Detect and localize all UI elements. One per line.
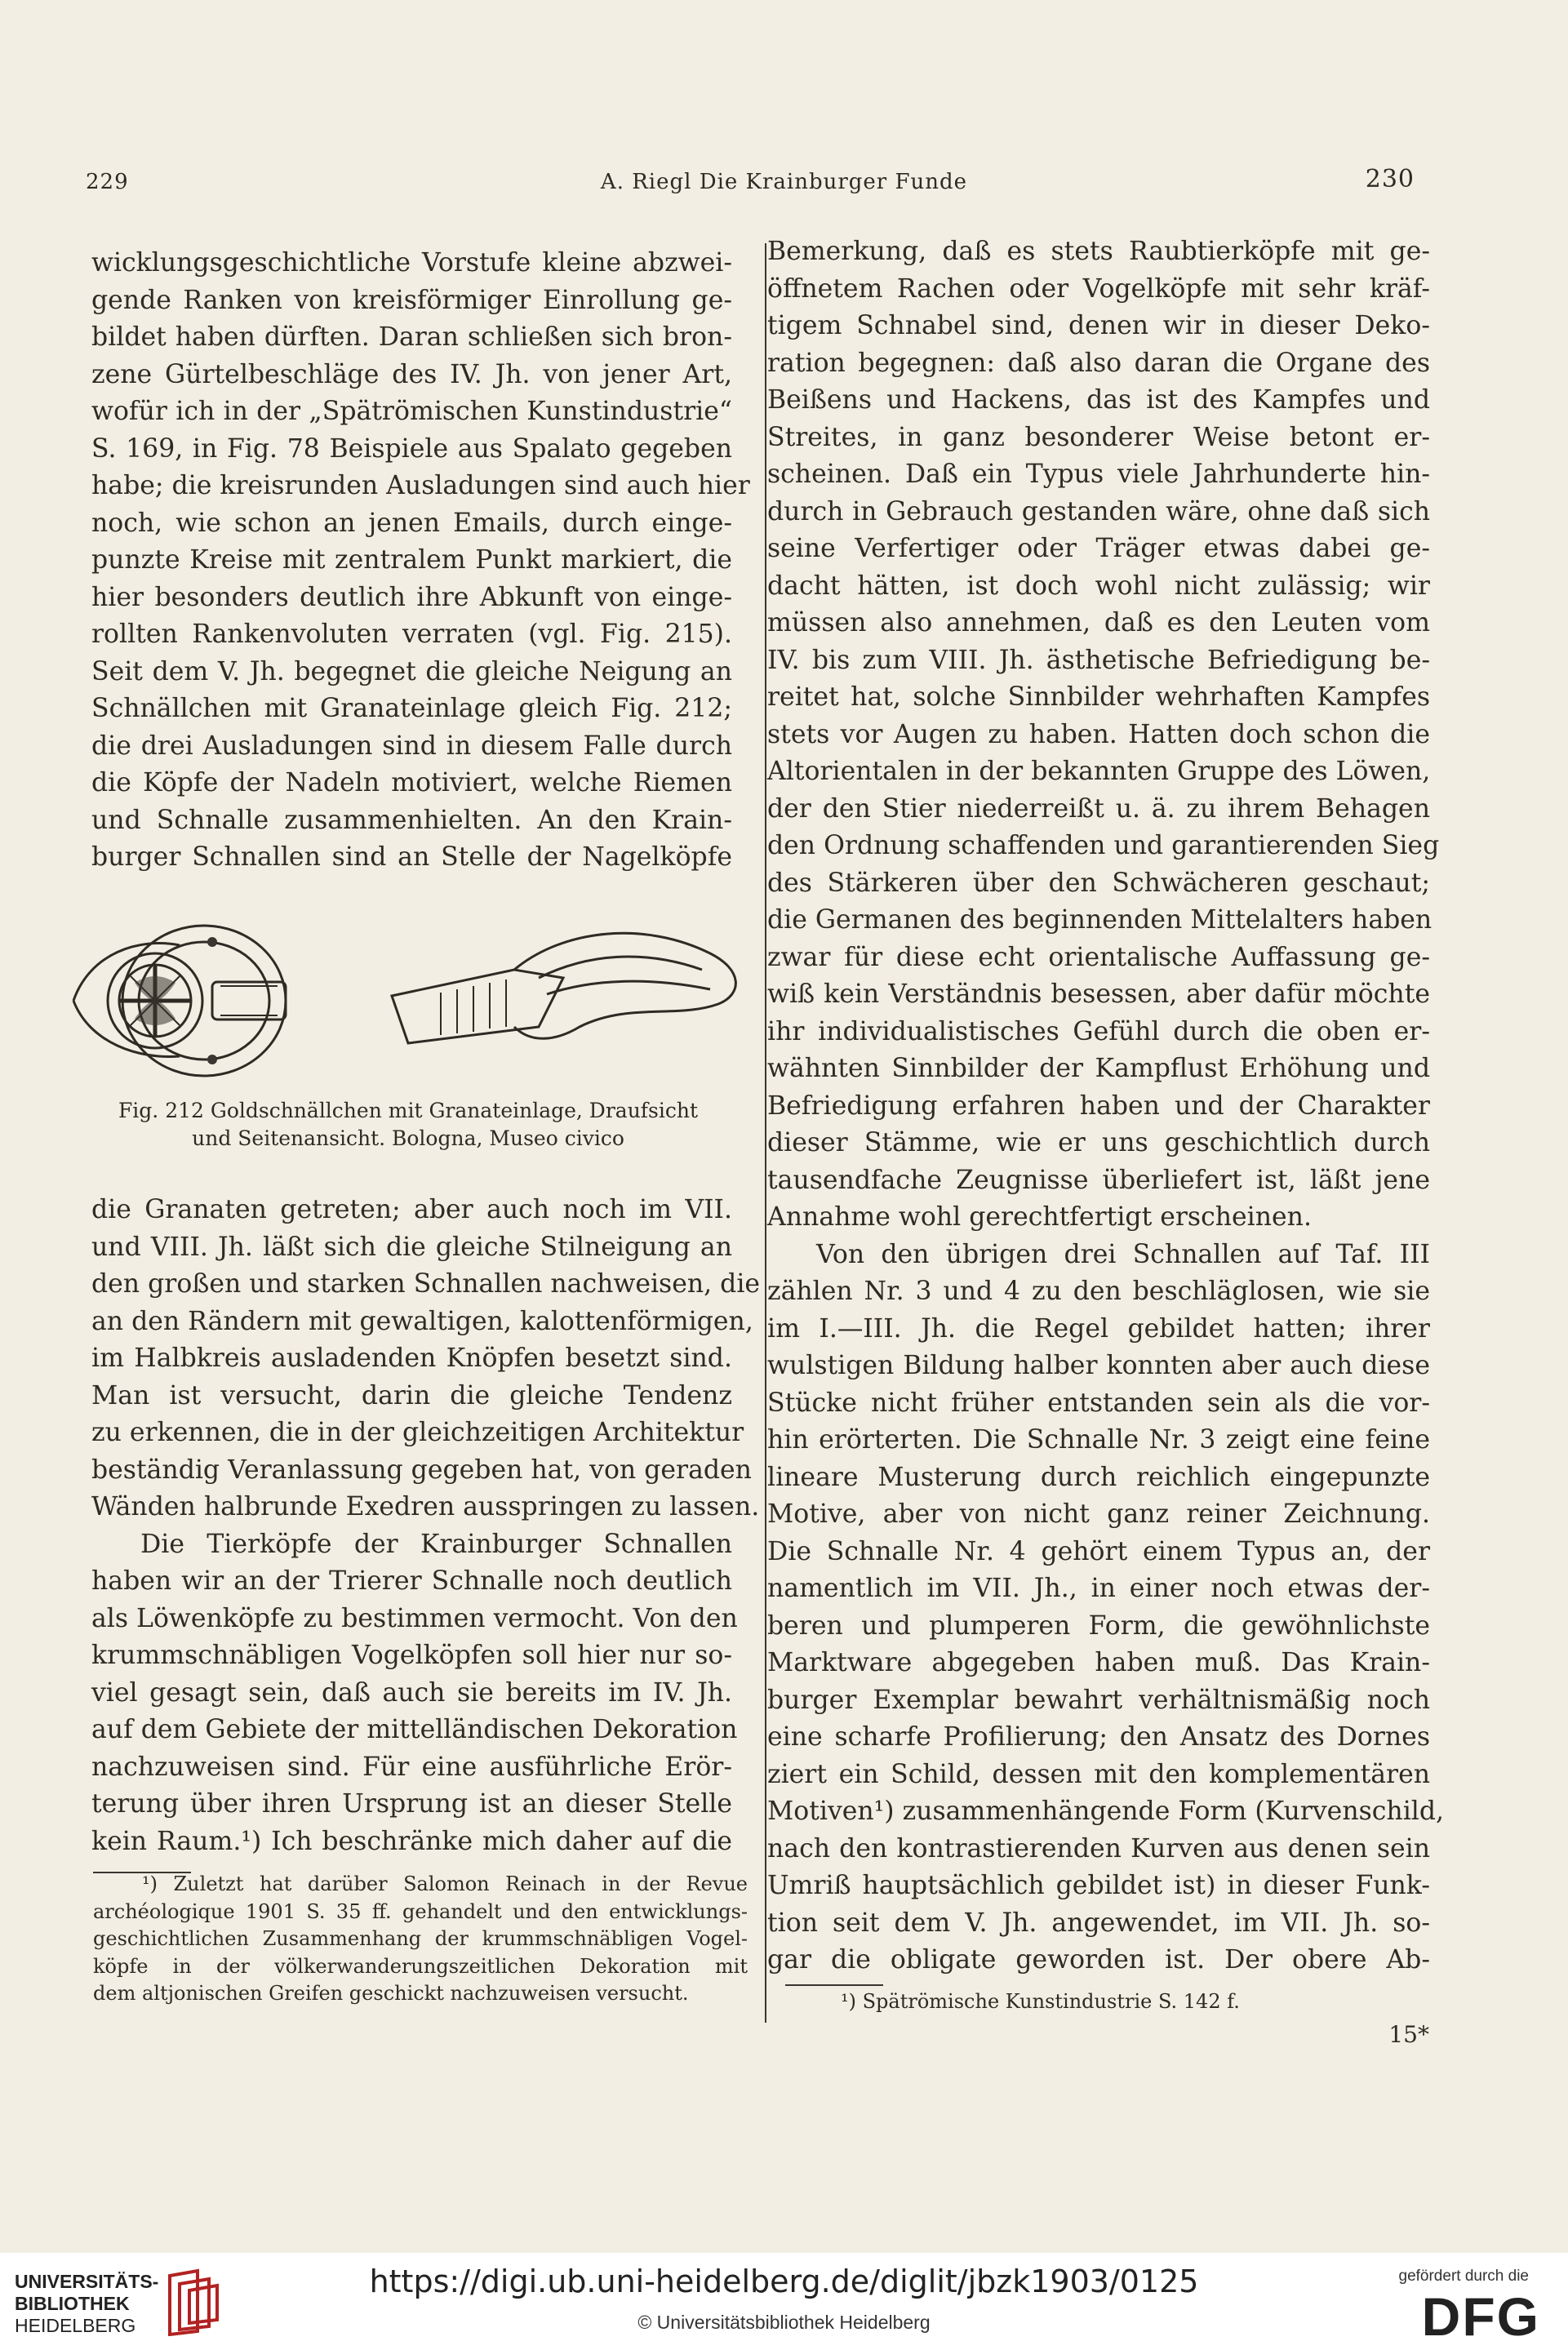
text-line: tausendfache Zeugnisse überliefert ist, läßt jene [767, 1165, 1430, 1195]
text-line: ration begegnen: daß also daran die Organe des [767, 348, 1430, 378]
text-line: hin erörterten. Die Schnalle Nr. 3 zeigt eine feine [767, 1425, 1430, 1455]
text-line: wähnten Sinnbilder der Kampflust Erhöhung und [767, 1054, 1430, 1083]
left-column-text-bottom [91, 1192, 761, 1860]
text-line: müssen also annehmen, daß es den Leuten vom [767, 608, 1430, 637]
text-line: an den Rändern mit gewaltigen, kalottenförmigen, [91, 1306, 753, 1336]
text-line: Von den übrigen drei Schnallen auf Taf. III [816, 1239, 1430, 1269]
text-line: zene Gürtelbeschläge des IV. Jh. von jener Art, [91, 359, 732, 389]
text-line: die Köpfe der Nadeln motiviert, welche Riemen [91, 768, 732, 797]
right-column-text [767, 233, 1445, 1979]
text-line: wiß kein Verständnis besessen, aber dafür möchte [767, 980, 1430, 1009]
text-line: der den Stier niederreißt u. ä. zu ihrem Behagen [767, 793, 1430, 824]
page-number-left: 229 [86, 170, 129, 194]
text-line: den Ordnung schaffenden und garantierenden Sieg [767, 831, 1440, 860]
text-line: nachzuweisen sind. Für eine ausführliche Erör- [91, 1752, 732, 1782]
text-line: punzte Kreise mit zentralem Punkt markiert, die [91, 545, 732, 575]
figure-212 [57, 904, 751, 1092]
running-title: A. Riegl Die Krainburger Funde [600, 170, 968, 194]
text-line: ¹) Zuletzt hat darüber Salomon Reinach in der Revue [142, 1872, 748, 1895]
text-line: Annahme wohl gerechtfertigt erscheinen. [767, 1202, 1312, 1232]
text-line: im Halbkreis ausladenden Knöpfen besetzt sind. [91, 1344, 732, 1373]
text-line: nach den kontrastierenden Kurven aus denen sein [767, 1833, 1430, 1864]
text-line: Umriß hauptsächlich gebildet ist) in dieser Funk- [767, 1871, 1430, 1900]
text-line: und Schnalle zusammenhielten. An den Krain- [91, 805, 732, 835]
text-line: beständig Veranlassung gegeben hat, von geraden [91, 1455, 752, 1485]
text-line: archéologique 1901 S. 35 ff. gehandelt und den entwicklungs- [93, 1899, 748, 1923]
text-line: wofür ich in der „Spätrömischen Kunstindustrie“ [91, 397, 732, 426]
text-line: ihr individualistisches Gefühl durch die oben er- [767, 1016, 1430, 1046]
text-line: Bemerkung, daß es stets Raubtierköpfe mit ge- [767, 237, 1430, 266]
text-line: kein Raum.¹) Ich beschränke mich daher auf die [91, 1826, 732, 1856]
text-line: Schnällchen mit Granateinlage gleich Fig. 212; [91, 694, 732, 723]
text-line: als Löwenköpfe zu bestimmen vermocht. Von den [91, 1603, 738, 1633]
text-line: seine Verfertiger oder Träger etwas dabei ge- [767, 534, 1430, 563]
text-line: viel gesagt sein, daß auch sie bereits im IV. Jh. [91, 1677, 732, 1708]
text-line: Stücke nicht früher entstanden sein als die vor- [767, 1388, 1430, 1418]
text-line: dem altjonischen Greifen geschickt nachzuweisen versucht. [93, 1982, 689, 2005]
left-footnote [93, 1871, 748, 2008]
funded-by-text: gefördert durch die [1398, 2268, 1529, 2285]
library-line-3: HEIDELBERG [15, 2315, 136, 2336]
text-line: zählen Nr. 3 und 4 zu den beschläglosen, wie sie [767, 1277, 1430, 1306]
text-line: noch, wie schon an jenen Emails, durch einge- [91, 508, 732, 538]
text-line: und VIII. Jh. läßt sich die gleiche Stilneigung an [91, 1232, 732, 1262]
text-line: terung über ihren Ursprung ist an dieser Stelle [91, 1789, 732, 1819]
text-line: öffnetem Rachen oder Vogelköpfe mit sehr kräf- [767, 273, 1430, 304]
text-line: Altorientalen in der bekannten Gruppe des Löwen, [767, 757, 1431, 786]
text-line: geschichtlichen Zusammenhang der krummschnäbligen Vogel- [93, 1927, 748, 1950]
text-line: ziert ein Schild, dessen mit den komplementären [767, 1759, 1430, 1789]
text-line: des Stärkeren über den Schwächeren geschaut; [767, 868, 1430, 898]
text-line: dieser Stämme, wie er uns geschichtlich durch [767, 1128, 1430, 1157]
text-line: die Germanen des beginnenden Mittelalters haben [767, 905, 1433, 935]
text-line: hier besonders deutlich ihre Abkunft von einge- [91, 582, 732, 612]
text-line: die drei Ausladungen sind in diesem Falle durch [91, 731, 732, 761]
text-line: S. 169, in Fig. 78 Beispiele aus Spalato gegeben [91, 433, 732, 464]
document-url-link[interactable]: https://digi.ub.uni-heidelberg.de/diglit/jbzk1903/0125 [369, 2263, 1199, 2299]
text-line: den großen und starken Schnallen nachweisen, die [91, 1269, 761, 1299]
page-number-right: 230 [1365, 165, 1415, 193]
text-line: Streites, in ganz besonderer Weise betont er- [767, 422, 1430, 452]
text-line: burger Schnallen sind an Stelle der Nagelköpfe [91, 842, 732, 872]
text-line: zwar für diese echt orientalische Auffassung ge- [767, 942, 1430, 972]
text-line: wulstigen Bildung halber konnten aber auch diese [767, 1351, 1430, 1380]
text-line: habe; die kreisrunden Ausladungen sind auch hier [91, 471, 750, 500]
text-line: Die Schnalle Nr. 4 gehört einem Typus an, der [767, 1536, 1430, 1566]
text-line: auf dem Gebiete der mittelländischen Dekoration [91, 1715, 738, 1744]
text-line: Man ist versucht, darin die gleiche Tendenz [91, 1380, 732, 1410]
text-line: rollten Rankenvoluten verraten (vgl. Fig. 215). [91, 620, 732, 649]
text-line: Befriedigung erfahren haben und der Charakter [767, 1091, 1430, 1121]
text-line: burger Exemplar bewahrt verhältnismäßig noch [767, 1685, 1430, 1715]
copyright-text: © Universitätsbibliothek Heidelberg [637, 2312, 931, 2333]
text-line: tigem Schnabel sind, denen wir in dieser Deko- [767, 311, 1430, 340]
right-footnote: ¹) Spätrömische Kunstindustrie S. 142 f. [841, 1990, 1240, 2013]
text-line: reitet hat, solche Sinnbilder wehrhaften Kampfes [767, 682, 1430, 712]
text-line: gende Ranken von kreisförmiger Einrollung ge- [91, 285, 732, 315]
text-line: Beißens und Hackens, das ist des Kampfes und [767, 385, 1430, 415]
caption-line-1: Fig. 212 Goldschnällchen mit Granateinlage, Draufsicht [118, 1099, 699, 1122]
text-line: dacht hätten, ist doch wohl nicht zulässig; wir [767, 571, 1430, 601]
text-line: stets vor Augen zu haben. Hatten doch schon die [767, 719, 1430, 749]
library-line-2: BIBLIOTHEK [15, 2293, 130, 2314]
right-footnote-rule [785, 1984, 883, 1986]
text-line: IV. bis zum VIII. Jh. ästhetische Befriedigung be- [767, 645, 1430, 675]
buckle-illustration [57, 904, 751, 1092]
text-line: Marktware abgegeben haben muß. Das Krain- [767, 1648, 1430, 1677]
text-line: wicklungsgeschichtliche Vorstufe kleine abzwei- [91, 248, 732, 278]
text-line: Seit dem V. Jh. begegnet die gleiche Neigung an [91, 656, 732, 686]
text-line: beren und plumperen Form, die gewöhnlichste [767, 1610, 1430, 1641]
text-line: köpfe in der völkerwanderungszeitlichen Dekoration mit [93, 1954, 748, 1978]
text-line: Die Tierköpfe der Krainburger Schnallen [140, 1529, 732, 1559]
text-line: haben wir an der Trierer Schnalle noch deutlich [91, 1566, 732, 1596]
library-line-1: UNIVERSITÄTS- [15, 2271, 159, 2292]
caption-line-2: und Seitenansicht. Bologna, Museo civico [192, 1126, 624, 1150]
text-line: die Granaten getreten; aber auch noch im VII. [91, 1195, 732, 1224]
text-line: bildet haben dürften. Daran schließen sich bron- [91, 322, 732, 352]
text-line: namentlich im VII. Jh., in einer noch etwas der- [767, 1574, 1430, 1603]
figure-caption [65, 1097, 751, 1153]
text-line: scheinen. Daß ein Typus viele Jahrhunderte hin- [767, 460, 1430, 489]
text-line: lineare Musterung durch reichlich eingepunzte [767, 1462, 1430, 1492]
text-line: Motive, aber von nicht ganz reiner Zeichnung. [767, 1499, 1430, 1529]
text-line: gar die obligate geworden ist. Der obere Ab- [767, 1945, 1430, 1975]
text-line: durch in Gebrauch gestanden wäre, ohne daß sich [767, 496, 1430, 526]
text-line: Motiven¹) zusammenhängende Form (Kurvenschild, [767, 1797, 1445, 1826]
text-line: krummschnäbligen Vogelköpfen soll hier nur so- [91, 1641, 732, 1670]
text-line: im I.—III. Jh. die Regel gebildet hatten; ihrer [767, 1313, 1430, 1344]
text-line: zu erkennen, die in der gleichzeitigen Architektur [91, 1418, 744, 1447]
column-divider [765, 243, 766, 2023]
text-line: tion seit dem V. Jh. angewendet, im VII. Jh. so- [767, 1908, 1430, 1938]
dfg-logo: DFG [1421, 2286, 1540, 2347]
text-line: Wänden halbrunde Exedren ausspringen zu lassen. [91, 1492, 760, 1522]
signature-mark: 15* [1388, 2021, 1429, 2048]
left-column-text-top [91, 245, 750, 877]
text-line: eine scharfe Profilierung; den Ansatz des Dornes [767, 1722, 1430, 1752]
